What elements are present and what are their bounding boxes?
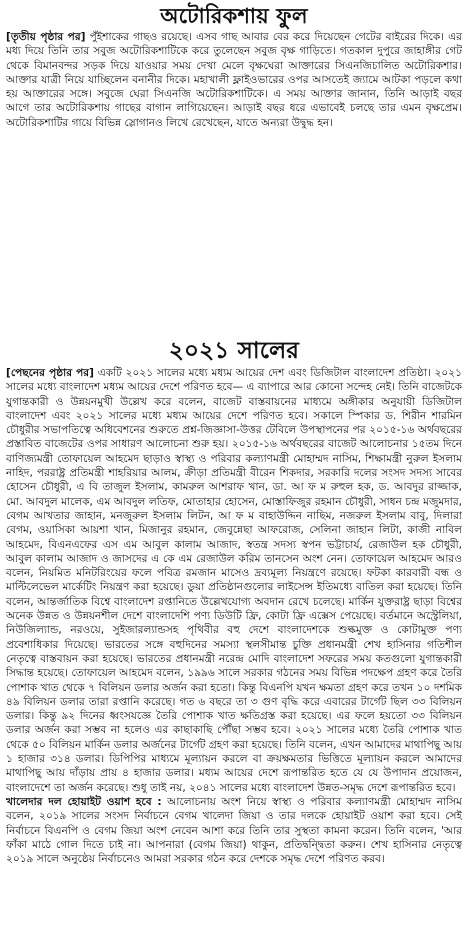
story2-subheading: খালেদার দল হোয়াইট ওয়াশ হবে :: [6, 795, 162, 808]
story2-body-paragraph: [6, 366, 462, 940]
story1-body-paragraph: [6, 30, 462, 336]
story2-body-text: একটি ২০২১ সালের মধ্যে মধ্যম আয়ের দেশ এবং ডিজিটাল বাংলাদেশ প্রতিষ্ঠা। ২০২১ সালের মধ্যে বাংলাদেশ মধ্যম আয়ের দেশে পরিণত হবে— এ ব্যাপারে আর কোনো সন্দেহ নেই। তিনি বাজেটকে যুগান্তকারী ও উন্নয়নমুখী উল্লেখ করে বলেন, বাজেট বাস্তবায়নের মাধ্যমে অঙ্গীকার অনুযায়ী ডিজিটাল বাংলাদেশ এবং ২০২১ সালের মধ্যে মধ্যম আয়ের দেশে পরিণত হবে। সকালে স্পিকার ড. শিরীন শারমিন চৌধুরীর সভাপতিত্বে অধিবেশনের শুরুতে প্রশ্ন-জিজ্ঞাসা-উত্তর টেবিলে উপস্থাপনের পর ২০১৫-১৬ অর্থবছরের প্রস্তাবিত বাজেটের ওপর সাধারণ আলোচনা শুরু হয়। ২০১৫-১৬ অর্থবছরের বাজেট আলোচনার ১৫তম দিনে বাণিজ্যমন্ত্রী তোফায়েল আহমেদ ছাড়াও স্বাস্থ্য ও পরিবার কল্যাণমন্ত্রী মোহাম্মদ নাসিম, শিক্ষামন্ত্রী নুরুল ইসলাম নাহিদ, পররাষ্ট্র প্রতিমন্ত্রী শাহরিয়ার আলম, ক্রীড়া প্রতিমন্ত্রী বীরেন শিকদার, সরকারি দলের সংসদ সদস্য সাবের হোসেন চৌধুরী, এ বি তাজুল ইসলাম, কামরুল আশরাফ খান, ডা. আ ফ ম রুহুল হক, ড. আবদুর রাজ্জাক, মো. আবদুল মালেক, এম আবদুল লতিফ, মোতাহার হোসেন, মোস্তাফিজুর রহমান চৌধুরী, সাধন চন্দ্র মজুমদার, বেগম আখতার জাহান, মনজুরুল ইসলাম লিটন, আ ফ ম বাহাউদ্দিন নাছিম, নজরুল ইসলাম বাবু, দিলারা বেগম, ওয়াসিকা আয়শা খান, মিজানুর রহমান, জেবুন্নেছা আফরোজ, সেলিনা জাহান লিটা, কাজী নাবিল আহমেদ, বিএনএফের এস এম আবুল কালাম আজাদ, স্বতন্ত্র সদস্য স্বপন ভট্টাচার্য, রেজাউল হক চৌধুরী, আবুল কালাম আজাদ ও জাসদের এ কে এম রেজাউল করিম তানসেন অংশ নেন। তোফায়েল আহমেদ আরও বলেন, নিয়মিত মনিটরিংয়ের ফলে পবিত্র রমজান মাসেও দ্রব্যমূল্য নিয়ন্ত্রণে রয়েছে। ফটকা কারবারী বন্ধ ও মাল্টিলেভেল মার্কেটিং নিয়ন্ত্রণ করা হয়েছে। ডুয়া প্রতিষ্ঠানগুলোর লাইসেন্স ইতিমধ্যে বাতিল করা হয়েছে। তিনি বলেন, আন্তর্জাতিক বিশ্বে বাংলাদেশ রপ্তানিতে উল্লেখযোগ্য অবদান রেখে চলেছে। মার্কিন যুক্তরাষ্ট্র ছাড়া বিশ্বের অনেক উন্নত ও উন্নয়নশীল দেশে বাংলাদেশি পণ্য ডিউটি ফ্রি, কোটা ফ্রি এক্সেস পেয়েছে। বর্তমানে অস্ট্রেলিয়া, নিউজিল্যান্ড, নরওয়ে, সুইজারল্যান্ডসহ পৃথিবীর বহু দেশে বাংলাদেশকে শুল্কমুক্ত ও কোটামুক্ত পণ্য প্রবেশাধিকার দিয়েছে। ভারতের সঙ্গে বহুদিনের সমস্যা স্থলসীমান্ত চুক্তি প্রধানমন্ত্রী শেখ হাসিনার গতিশীল নেতৃত্বে বাস্তবায়ন করা হয়েছে। ভারতের প্রধানমন্ত্রী নরেন্দ্র মোদি বাংলাদেশ সফরের সময় কতগুলো যুগান্তকারী সিদ্ধান্ত হয়েছে। তোফায়েল আহমেদ বলেন, ১৯৯৬ সালে সরকার গঠনের সময় বিভিন্ন পদক্ষেপ গ্রহণ করে তৈরি পোশাক খাত থেকে ৭ বিলিয়ন ডলার অর্জন করা হতো। কিন্তু বিএনপি যখন ক্ষমতা গ্রহণ করে তখন ১০ দশমিক ৪৯ বিলিয়ন ডলার তারা রপ্তানি করেছে। গত ৬ বছরে তা ৩ গুণ বৃদ্ধি করে এবারের টার্গেট ছিল ৩৩ বিলিয়ন ডলার। কিন্তু ৯২ দিনের ধ্বংসযজ্ঞে তৈরি পোশাক খাত ক্ষতিগ্রস্ত করা হয়েছে। এর ফলে হয়তো ৩৩ বিলিয়ন ডলার অর্জন করা সম্ভব না হলেও এর কাছাকাছি পৌঁছা সম্ভব হবে। ২০২১ সালের মধ্যে তৈরি পোশাক খাত থেকে ৫০ বিলিয়ন মার্কিন ডলার অর্জনের টার্গেট গ্রহণ করা হয়েছে। তিনি বলেন, এখন আমাদের মাথাপিছু আয় ১ হাজার ৩১৪ ডলার। ডিপিপির মাধ্যমে মূল্যায়ন করলে বা ক্রয়ক্ষমতার ভিত্তিতে মূল্যায়ন করলে আমাদের মাথাপিছু আয় দাঁড়ায় প্রায় ৪ হাজার ডলার। মধ্যম আয়ের দেশে রূপান্তরিত হতে যে যে উপাদান প্রয়োজন, বাংলাদেশে তা অর্জন করেছে। শুধু তাই নয়, ২০৪১ সালের মধ্যে বাংলাদেশ উন্নত-সমৃদ্ধ দেশে রূপান্তরিত হবে।: [6, 367, 462, 794]
story2-headline: ২০২১ সালের: [168, 337, 300, 364]
story1-headline: অটোরিকশায় ফুল: [160, 3, 308, 28]
story1-continuation-ref: [তৃতীয় পৃষ্ঠার পর]: [6, 31, 86, 43]
story2-continuation-ref: [পেছনের পৃষ্ঠার পর]: [6, 367, 94, 379]
story2-body-text-2: আলোচনায় অংশ নিয়ে স্বাস্থ্য ও পরিবার কল্যাণমন্ত্রী মোহাম্মদ নাসিম বলেন, ২০১৯ সালের সংসদ নির্বাচনে বেগম খালেদা জিয়া ও তার দলকে হোয়াইট ওয়াশ করা হবে। সেই নির্বাচনে বিএনপি ও বেগম জিয়া অংশ নেবেন আশা করে তিনি তার সুস্থতা কামনা করেন। তিনি বলেন, 'আর ফাঁকা মাঠে গোল দিতে চাই না। আপনারা (বেগম জিয়া) থাকুন, প্রতিদ্বন্দ্বিতা করুন। শেখ হাসিনার নেতৃত্বে ২০১৯ সালে অনুষ্ঠেয় নির্বাচনেও আমরা সরকার গঠন করে দেশকে সমৃদ্ধ দেশে পরিণত করব।: [6, 795, 462, 866]
story1-body-text: পুঁইশাকের গাছও রয়েছে। এসব গাছ আবার বের করে দিয়েছেন গেটের বাইরের দিকে। এর মধ্য দিয়ে তিনি তার সবুজ অটোরিকশাটিকে করে তুলেছেন সবুজ বৃক্ষ গাড়িতে। গতকাল দুপুরে জাহাঙ্গীর গেট থেকে বিমানবন্দর সড়ক দিয়ে যাওয়ার সময় দেখা মেলে বৃক্ষঘেরা আক্তারের সিএনজিচালিত অটোরিকশার। আক্তার যাত্রী নিয়ে যাচ্ছিলেন বনানীর দিকে। মহাখালী ফ্লাইওভারের ওপর আসতেই জ্যামে আটকা পড়লে কথা হয় আক্তারের সঙ্গে। সবুজে ঘেরা সিএনজি অটোরিকশাটিকে। এ সময় আক্তার জানান, তিনি আড়াই বছর আগে তার অটোরিকশায় গাছের বাগান লাগিয়েছেন। আড়াই বছর ধরে এভাবেই চলছে তার এমন বৃক্ষপ্রেম। অটোরিকশাটির গায়ে বিভিন্ন স্লোগানও লিখে রেখেছেন, যাতে অন্যরা উদ্বুদ্ধ হন।: [6, 31, 462, 129]
